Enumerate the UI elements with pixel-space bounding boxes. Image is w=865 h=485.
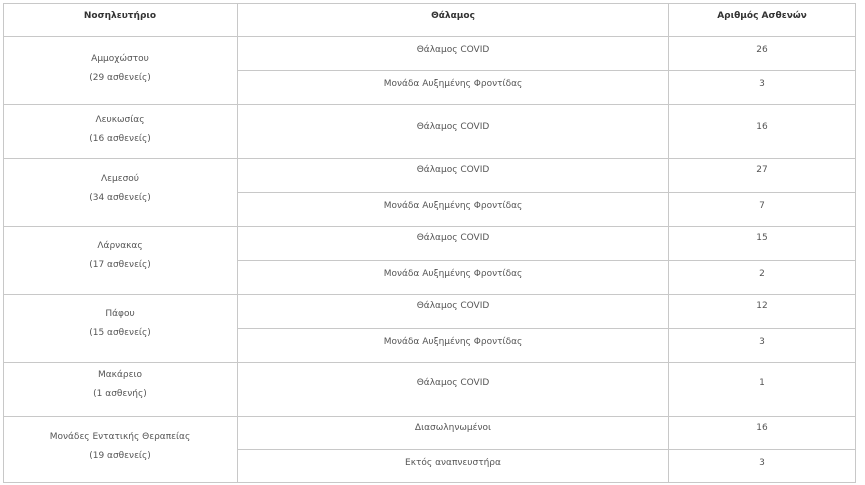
ward-cell: Θάλαμος COVID: [238, 227, 669, 261]
count-cell: 2: [669, 261, 856, 295]
hospital-cell: [3, 295, 238, 363]
hospital-name: Λευκωσίας: [95, 115, 145, 125]
hospital-patients: (29 ασθενείς): [89, 73, 151, 83]
count-cell: 26: [669, 37, 856, 71]
hospital-cell: [3, 37, 238, 105]
ward-cell: Διασωληνωμένοι: [238, 417, 669, 450]
header-hospital: Νοσηλευτήριο: [3, 3, 238, 37]
count-cell: 7: [669, 193, 856, 227]
ward-cell: Μονάδα Αυξημένης Φροντίδας: [238, 329, 669, 363]
hospital-name: Πάφου: [105, 309, 135, 319]
hospital-cell: [3, 227, 238, 295]
count-cell: 12: [669, 295, 856, 329]
hospital-name: Μακάρειο: [97, 370, 143, 380]
count-cell: 3: [669, 450, 856, 483]
hospital-cell: [3, 363, 238, 417]
ward-cell: Θάλαμος COVID: [238, 159, 669, 193]
hospital-patients: (17 ασθενείς): [89, 260, 151, 270]
ward-cell: Θάλαμος COVID: [238, 363, 669, 417]
count-cell: 16: [669, 417, 856, 450]
ward-cell: Εκτός αναπνευστήρα: [238, 450, 669, 483]
hospital-cell: [3, 159, 238, 227]
hospital-name: Αμμοχώστου: [91, 54, 149, 64]
ward-cell: Μονάδα Αυξημένης Φροντίδας: [238, 261, 669, 295]
hospital-name: Λεμεσού: [100, 174, 140, 184]
hospital-name: Λάρνακας: [97, 241, 143, 251]
ward-cell: Θάλαμος COVID: [238, 105, 669, 159]
ward-cell: Θάλαμος COVID: [238, 37, 669, 71]
count-cell: 3: [669, 329, 856, 363]
count-cell: 1: [669, 363, 856, 417]
hospital-cell: [3, 105, 238, 159]
hospital-patients: (16 ασθενείς): [89, 134, 151, 144]
count-cell: 3: [669, 71, 856, 105]
ward-cell: Μονάδα Αυξημένης Φροντίδας: [238, 193, 669, 227]
ward-cell: Μονάδα Αυξημένης Φροντίδας: [238, 71, 669, 105]
hospital-cell: [3, 417, 238, 483]
count-cell: 16: [669, 105, 856, 159]
header-ward: Θάλαμος: [238, 3, 669, 37]
ward-cell: Θάλαμος COVID: [238, 295, 669, 329]
hospital-patients: (1 ασθενής): [93, 389, 147, 399]
hospital-patients: (34 ασθενείς): [89, 193, 151, 203]
count-cell: 15: [669, 227, 856, 261]
count-cell: 27: [669, 159, 856, 193]
header-patient-count: Αριθμός Ασθενών: [669, 3, 856, 37]
hospital-patients: (15 ασθενείς): [89, 328, 151, 338]
hospital-name: Μονάδες Εντατικής Θεραπείας: [49, 432, 191, 442]
hospital-patients: (19 ασθενείς): [89, 451, 151, 461]
